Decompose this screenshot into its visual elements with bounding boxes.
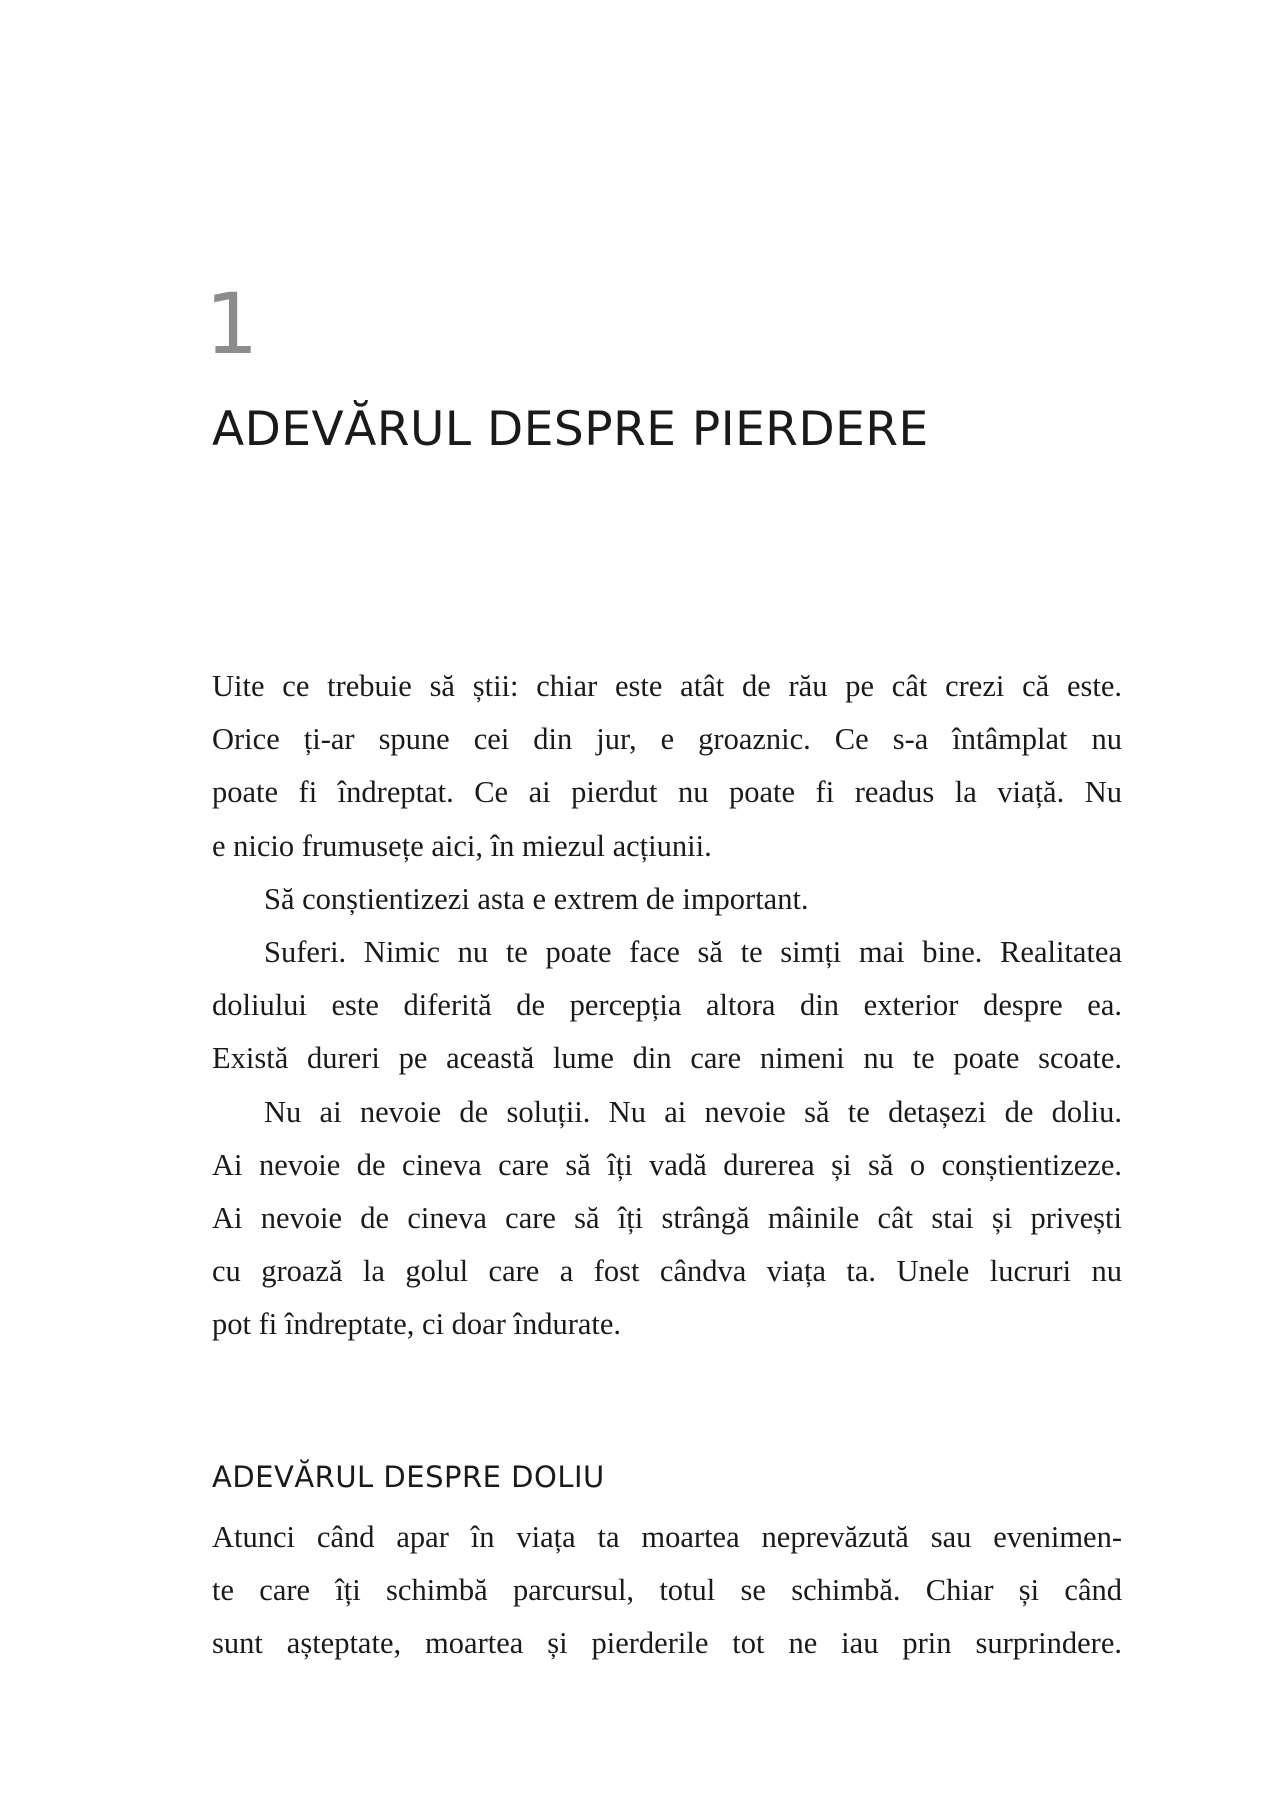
text-line: te care îți schimbă parcursul, totul se schimbă. Chiar și când: [212, 1573, 1122, 1608]
text-line: Uite ce trebuie să știi: chiar este atât de rău pe cât crezi că este.: [212, 669, 1122, 703]
text-line: doliului este diferită de percepția altora din exterior despre ea.: [212, 988, 1122, 1023]
text-line: Nu ai nevoie de soluții. Nu ai nevoie să te detașezi de doliu.: [264, 1094, 1122, 1129]
section-heading: ADEVĂRUL DESPRE DOLIU: [212, 1460, 605, 1494]
text-line: Ai nevoie de cineva care să îți strângă mâinile cât stai și privești: [212, 1200, 1122, 1235]
text-line: e nicio frumusețe aici, în miezul acțiunii.: [212, 828, 712, 863]
text-line: Să conștientizezi asta e extrem de important.: [264, 881, 809, 916]
text-line: Suferi. Nimic nu te poate face să te simți mai bine. Realitatea: [264, 934, 1122, 969]
text-line: poate fi îndreptat. Ce ai pierdut nu poate fi readus la viață. Nu: [212, 775, 1122, 810]
chapter-title: ADEVĂRUL DESPRE PIERDERE: [212, 402, 929, 457]
text-line: pot fi îndreptate, ci doar îndurate.: [212, 1307, 622, 1342]
chapter-number: 1: [205, 275, 259, 373]
text-line: Există dureri pe această lume din care nimeni nu te poate scoate.: [212, 1041, 1122, 1076]
text-line: cu groază la golul care a fost cândva viața ta. Unele lucruri nu: [212, 1254, 1122, 1289]
text-line: sunt așteptate, moartea și pierderile tot ne iau prin surprindere.: [212, 1626, 1122, 1661]
text-line: Orice ți-ar spune cei din jur, e groaznic. Ce s-a întâmplat nu: [212, 722, 1122, 757]
text-line: Atunci când apar în viața ta moartea neprevăzută sau evenimen-: [212, 1520, 1122, 1554]
body-text: [212, 660, 1122, 1351]
section-text: [212, 1511, 1122, 1671]
text-line: Ai nevoie de cineva care să îți vadă durerea și să o conștientizeze.: [212, 1147, 1122, 1182]
